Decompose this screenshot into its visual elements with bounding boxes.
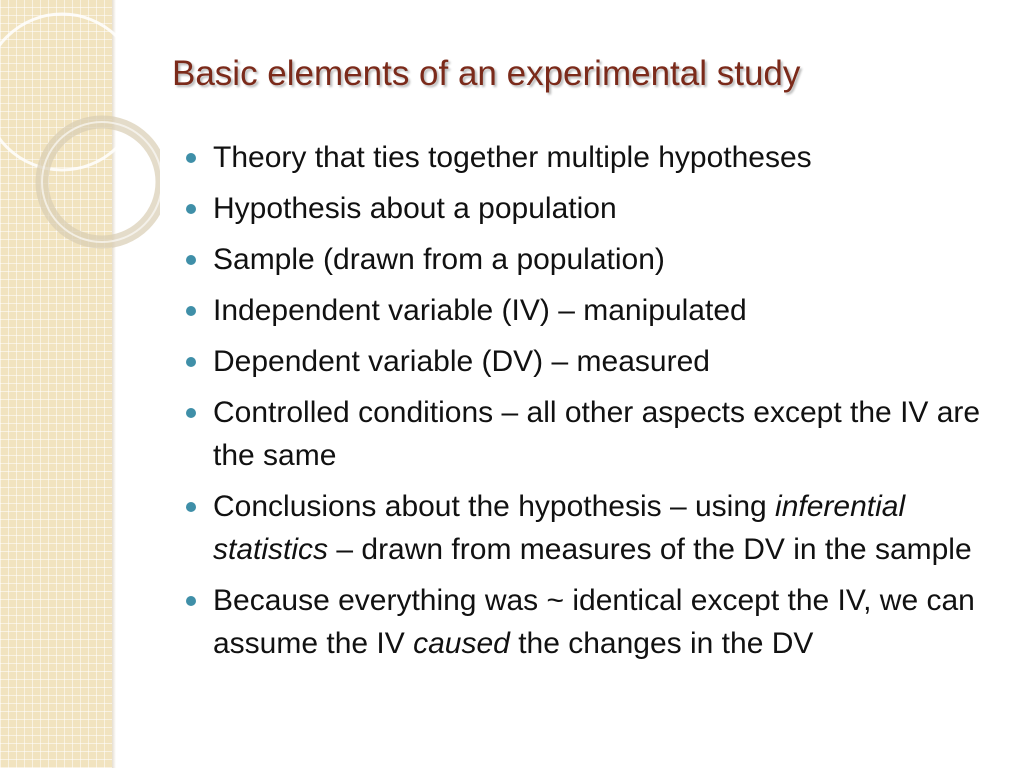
bullet-text bbox=[213, 490, 972, 566]
bullet-text-part: Conclusions about the hypothesis – using bbox=[213, 490, 776, 523]
bullet-item bbox=[184, 187, 984, 230]
bullet-text-part: the changes in the DV bbox=[509, 627, 814, 660]
slide-title: Basic elements of an experimental study bbox=[172, 54, 801, 93]
bullet-text: Dependent variable (DV) – measured bbox=[213, 345, 710, 378]
bullet-text: Hypothesis about a population bbox=[213, 192, 617, 225]
bullet-text: Sample (drawn from a population) bbox=[213, 243, 665, 276]
bullet-text: Independent variable (IV) – manipulated bbox=[213, 294, 747, 327]
bullet-item bbox=[184, 391, 984, 477]
bullet-item bbox=[184, 238, 984, 281]
bullet-text: Controlled conditions – all other aspects except the IV are the same bbox=[213, 396, 981, 472]
bullet-item bbox=[184, 340, 984, 383]
bullet-list bbox=[184, 136, 984, 673]
emphasized-term: inferential statistics bbox=[213, 490, 906, 566]
bullet-text-part: – drawn from measures of the DV in the sample bbox=[328, 533, 972, 566]
decorative-rings bbox=[0, 0, 160, 260]
bullet-item bbox=[184, 485, 984, 571]
emphasized-term: caused bbox=[413, 627, 510, 660]
bullet-text: Theory that ties together multiple hypotheses bbox=[213, 141, 812, 174]
bullet-icon bbox=[186, 596, 196, 606]
bullet-item bbox=[184, 136, 984, 179]
bullet-item bbox=[184, 289, 984, 332]
bullet-icon bbox=[186, 153, 196, 163]
bullet-icon bbox=[186, 306, 196, 316]
bullet-text bbox=[213, 584, 975, 660]
bullet-icon bbox=[186, 502, 196, 512]
bullet-text-part: Because everything was ~ identical except the IV, we can assume the IV bbox=[213, 584, 975, 660]
bullet-icon bbox=[186, 357, 196, 367]
bullet-icon bbox=[186, 204, 196, 214]
bullet-item bbox=[184, 579, 984, 665]
bullet-icon bbox=[186, 255, 196, 265]
bullet-icon bbox=[186, 408, 196, 418]
